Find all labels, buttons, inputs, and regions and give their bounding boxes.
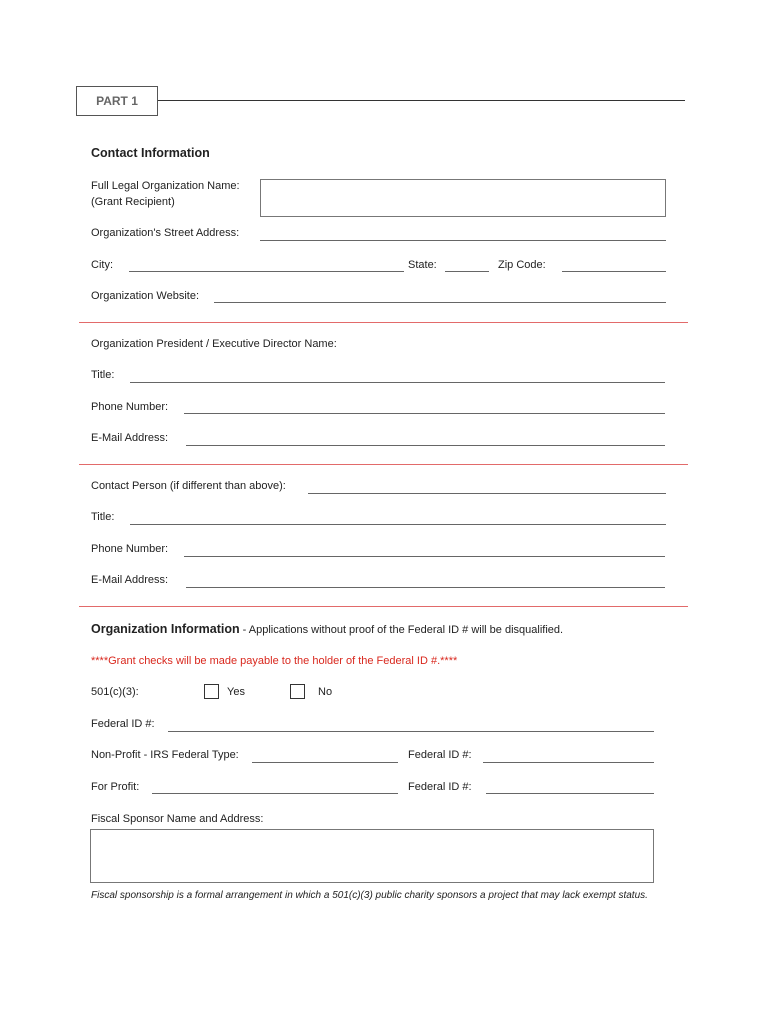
forprofit-fed-id-field[interactable]: [486, 793, 654, 794]
website-label: Organization Website:: [91, 290, 200, 302]
president-phone-field[interactable]: [184, 413, 665, 414]
forprofit-field[interactable]: [152, 793, 398, 794]
fiscal-sponsor-label: Fiscal Sponsor Name and Address:: [91, 813, 264, 825]
president-email-field[interactable]: [186, 445, 665, 446]
nonprofit-fed-id-label: Federal ID #:: [408, 749, 472, 761]
contact-email-label: E-Mail Address:: [91, 574, 169, 586]
payable-warning: ****Grant checks will be made payable to the holder of the Federal ID #.****: [91, 655, 458, 667]
contact-section-title: Contact Information: [91, 146, 210, 160]
section-divider: [79, 322, 688, 323]
nonprofit-type-label: Non-Profit - IRS Federal Type:: [91, 749, 239, 761]
website-field[interactable]: [214, 302, 666, 303]
fiscal-sponsor-note: Fiscal sponsorship is a formal arrangement in which a 501(c)(3) public charity sponsors a project that may lack exempt status.: [91, 890, 648, 901]
contact-phone-field[interactable]: [184, 556, 665, 557]
fiscal-sponsor-field[interactable]: [90, 829, 654, 883]
president-name-label: Organization President / Executive Director Name:: [91, 338, 337, 350]
contact-email-field[interactable]: [186, 587, 665, 588]
org-name-sublabel: (Grant Recipient): [91, 196, 175, 208]
org-info-title: Organization Information: [91, 622, 240, 636]
federal-id-label: Federal ID #:: [91, 718, 155, 730]
forprofit-fed-id-label: Federal ID #:: [408, 781, 472, 793]
org-info-heading: [91, 622, 563, 636]
street-field[interactable]: [260, 240, 666, 241]
city-field[interactable]: [129, 271, 404, 272]
president-title-label: Title:: [91, 369, 115, 381]
contact-person-field[interactable]: [308, 493, 666, 494]
contact-person-label: Contact Person (if different than above):: [91, 480, 286, 492]
street-label: Organization's Street Address:: [91, 227, 240, 239]
president-phone-label: Phone Number:: [91, 401, 169, 413]
section-divider: [79, 464, 688, 465]
c3-no-label: No: [318, 686, 333, 698]
nonprofit-fed-id-field[interactable]: [483, 762, 654, 763]
section-divider: [79, 606, 688, 607]
contact-phone-label: Phone Number:: [91, 543, 169, 555]
c3-yes-checkbox[interactable]: [204, 684, 219, 699]
state-field[interactable]: [445, 271, 489, 272]
president-email-label: E-Mail Address:: [91, 432, 169, 444]
nonprofit-type-field[interactable]: [252, 762, 398, 763]
c3-yes-label: Yes: [227, 686, 245, 698]
forprofit-label: For Profit:: [91, 781, 140, 793]
org-name-label: Full Legal Organization Name:: [91, 180, 240, 192]
federal-id-field[interactable]: [168, 731, 654, 732]
part-label: PART 1: [76, 86, 158, 116]
state-label: State:: [408, 259, 437, 271]
contact-title-field[interactable]: [130, 524, 666, 525]
contact-title-label: Title:: [91, 511, 115, 523]
zip-label: Zip Code:: [498, 259, 546, 271]
city-label: City:: [91, 259, 113, 271]
president-title-field[interactable]: [130, 382, 665, 383]
c3-label: 501(c)(3):: [91, 686, 139, 698]
org-info-note: - Applications without proof of the Federal ID # will be disqualified.: [239, 624, 564, 636]
org-name-field[interactable]: [260, 179, 666, 217]
zip-field[interactable]: [562, 271, 666, 272]
c3-no-checkbox[interactable]: [290, 684, 305, 699]
part-divider: [158, 100, 685, 101]
